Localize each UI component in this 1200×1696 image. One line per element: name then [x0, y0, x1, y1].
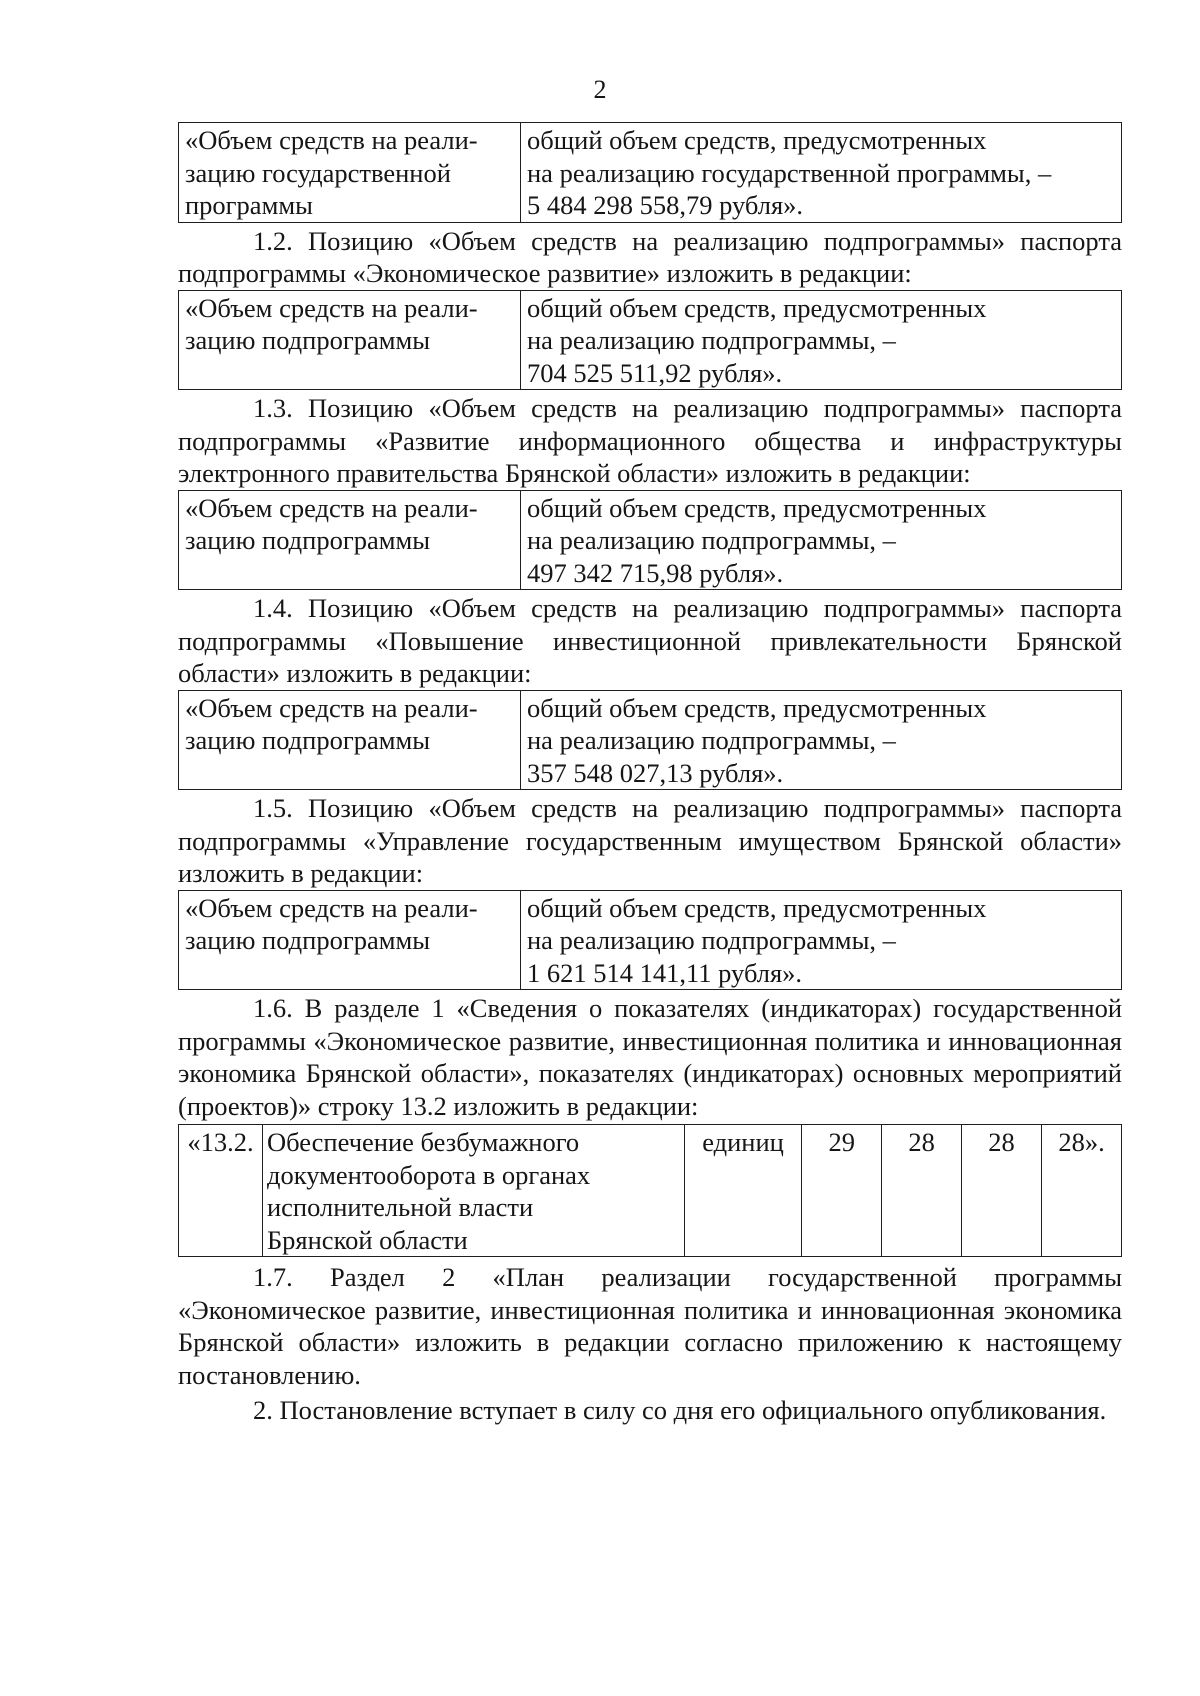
cell-line: зацию подпрограммы: [185, 925, 431, 955]
cell-line: общий объем средств, предусмотренных: [527, 492, 987, 523]
cell-line: общий объем средств, предусмотренных: [527, 292, 987, 323]
subprogram-funding-table-economic: [178, 290, 1122, 391]
table-row: [179, 1125, 1122, 1257]
cell-line: зацию подпрограммы: [185, 325, 431, 355]
cell-line: общий объем средств, предусмотренных: [527, 692, 987, 723]
table-row: [179, 290, 1122, 390]
paragraph-1-5: 1.5. Позицию «Объем средств на реализацию подпрограммы» паспорта подпрограммы «Управление государственным имуществом Брянской области» изложить в редакции:: [178, 793, 1122, 888]
cell-line: общий объем средств, предусмотренных: [527, 892, 987, 923]
position-value-cell: [521, 690, 1122, 790]
paragraph-1-2: 1.2. Позицию «Объем средств на реализацию подпрограммы» паспорта подпрограммы «Экономическое развитие» изложить в редакции:: [178, 225, 1122, 288]
cell-line: документооборота в органах: [266, 1159, 591, 1190]
position-label-cell: [179, 123, 521, 223]
cell-line: зацию подпрограммы: [185, 525, 431, 555]
indicator-value-cell: 28: [962, 1125, 1042, 1257]
document-body: [178, 122, 1122, 1427]
cell-line: 5 484 298 558,79 рубля».: [527, 190, 804, 220]
paragraph-1-3: 1.3. Позицию «Объем средств на реализацию подпрограммы» паспорта подпрограммы «Развитие информационного общества и инфраструктуры электронного правительства Брянской области» изложить в редакции:: [178, 393, 1122, 488]
cell-line: 704 525 511,92 рубля».: [527, 357, 783, 388]
position-label-cell: [179, 490, 521, 590]
cell-line: «Объем средств на реали-: [185, 125, 478, 155]
table-row: [179, 890, 1122, 990]
indicator-value-cell: 29: [802, 1125, 882, 1257]
cell-line: на реализацию подпрограммы, –: [527, 925, 896, 955]
cell-line: 1 621 514 141,11 рубля».: [527, 957, 803, 988]
cell-line: «Объем средств на реали-: [185, 492, 478, 523]
paragraph-2: 2. Постановление вступает в силу со дня его официального опубликования.: [253, 1395, 1107, 1425]
indicator-number-cell: «13.2.: [179, 1125, 263, 1257]
indicator-value-cell: 28».: [1042, 1125, 1122, 1257]
cell-line: «Объем средств на реали-: [185, 692, 478, 723]
position-value-cell: [521, 890, 1122, 990]
cell-line: 497 342 715,98 рубля».: [527, 557, 784, 588]
position-label-cell: [179, 290, 521, 390]
subprogram-funding-table-property: [178, 890, 1122, 991]
position-value-cell: [521, 490, 1122, 590]
page-number: 2: [593, 75, 607, 104]
table-row: [179, 123, 1122, 223]
cell-line: «Объем средств на реали-: [185, 292, 478, 323]
program-funding-table: [178, 122, 1122, 223]
indicator-value-cell: 28: [882, 1125, 962, 1257]
cell-line: зацию государственной: [185, 157, 451, 188]
cell-line: на реализацию подпрограммы, –: [527, 725, 896, 755]
position-label-cell: [179, 890, 521, 990]
cell-line: на реализацию государственной программы, –: [527, 157, 1052, 188]
paragraph-1-4: 1.4. Позицию «Объем средств на реализацию подпрограммы» паспорта подпрограммы «Повышение инвестиционной привлекательности Брянской области» изложить в редакции:: [178, 593, 1122, 688]
cell-line: общий объем средств, предусмотренных: [527, 125, 987, 155]
cell-line: на реализацию подпрограммы, –: [527, 325, 896, 355]
cell-line: исполнительной власти: [266, 1192, 534, 1222]
position-value-cell: [521, 123, 1122, 223]
indicator-table: [178, 1124, 1122, 1257]
cell-line: 357 548 027,13 рубля».: [527, 757, 784, 788]
cell-line: Обеспечение безбумажного: [266, 1127, 580, 1157]
cell-line: Брянской области: [266, 1224, 468, 1255]
paragraph-1-6: 1.6. В разделе 1 «Сведения о показателях (индикаторах) государственной программы «Экономическое развитие, инвестиционная политика и инновационная экономика Брянской области», показателях (индикаторах) основных мероприятий (проектов)» строку 13.2 изложить в редакции:: [178, 993, 1122, 1121]
cell-line: «Объем средств на реали-: [185, 892, 478, 923]
indicator-name-cell: [262, 1125, 684, 1257]
position-label-cell: [179, 690, 521, 790]
cell-line: на реализацию подпрограммы, –: [527, 525, 896, 555]
indicator-unit-cell: единиц: [684, 1125, 801, 1257]
cell-line: программы: [185, 190, 313, 220]
paragraph-1-7: 1.7. Раздел 2 «План реализации государственной программы «Экономическое развитие, инвестиционная политика и инновационная экономика Брянской области» изложить в редакции согласно приложению к настоящему постановлению.: [178, 1262, 1122, 1390]
subprogram-funding-table-egov: [178, 490, 1122, 591]
subprogram-funding-table-investment: [178, 690, 1122, 791]
position-value-cell: [521, 290, 1122, 390]
cell-line: зацию подпрограммы: [185, 725, 431, 755]
table-row: [179, 490, 1122, 590]
table-row: [179, 690, 1122, 790]
